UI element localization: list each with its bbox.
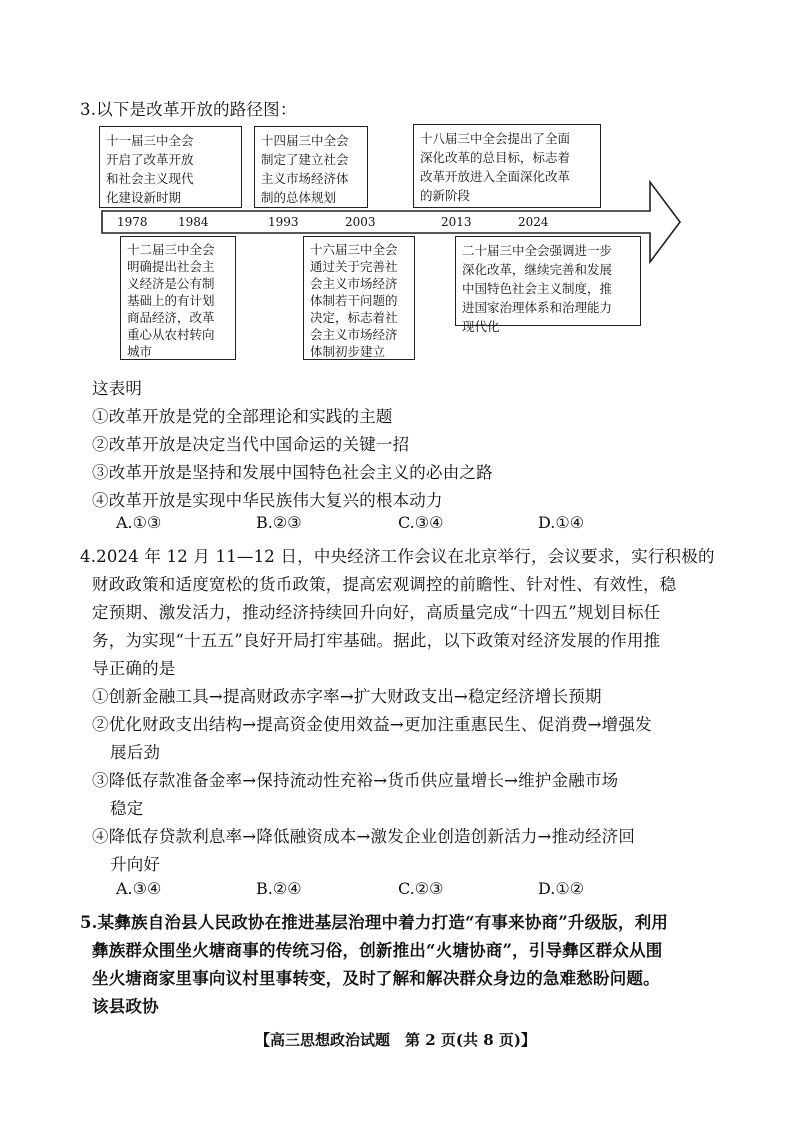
q4-item: ②优化财政支出结构→提高资金使用效益→更加注重惠民生、促消费→增强发 xyxy=(92,715,652,734)
box-line: 十四届三中全会 xyxy=(261,133,349,148)
q3-item: ④改革开放是实现中华民族伟大复兴的根本动力 xyxy=(92,491,443,510)
timeline-box-1978 xyxy=(99,126,242,208)
box-line: 会主义市场经济 xyxy=(310,276,398,291)
box-line: 中国特色社会主义制度，推 xyxy=(462,281,613,296)
q4-stem-line: 财政政策和适度宽松的货币政策，提高宏观调控的前瞻性、针对性、有效性，稳 xyxy=(92,575,677,594)
box-line: 的新阶段 xyxy=(420,188,471,203)
timeline-box-2013 xyxy=(413,124,601,208)
q4-stem-line: 务，为实现“十五五”良好开局打牢基础。据此，以下政策对经济发展的作用推 xyxy=(92,631,661,650)
box-line: 化建设新时期 xyxy=(106,190,182,205)
box-line: 二十届三中全会强调进一步 xyxy=(462,243,613,258)
q5-stem-line: 彝族群众围坐火塘商事的传统习俗，创新推出“火塘协商”，引导彝区群众从围 xyxy=(92,941,663,960)
q3-option-a: A.①③ xyxy=(116,513,162,532)
q4-item: ③降低存款准备金率→保持流动性充裕→货币供应量增长→维护金融市场 xyxy=(92,771,619,790)
timeline-box-2024 xyxy=(455,236,641,334)
q4-stem-line: 定预期、激发活力，推动经济持续回升向好，高质量完成“十四五”规划目标任 xyxy=(92,603,661,622)
box-line: 深化改革，继续完善和发展 xyxy=(462,262,613,277)
q4-option-d: D.①② xyxy=(538,879,585,898)
box-line: 深化改革的总目标，标志着 xyxy=(420,150,571,165)
box-line: 会主义市场经济 xyxy=(310,327,398,342)
q4-option-a: A.③④ xyxy=(116,879,162,898)
q3-stem: 3.以下是改革开放的路径图： xyxy=(80,100,297,119)
box-line: 重心从农村转向 xyxy=(127,327,215,342)
timeline-box-2003 xyxy=(303,236,415,360)
q3-option-b: B.②③ xyxy=(256,513,302,532)
box-line: 制定了建立社会 xyxy=(261,152,349,167)
q3-option-d: D.①④ xyxy=(538,513,585,532)
q3-item: ①改革开放是党的全部理论和实践的主题 xyxy=(92,407,393,426)
q5-stem-line: 坐火塘商家里事向议村里事转变，及时了解和解决群众身边的急难愁盼问题。 xyxy=(92,969,660,988)
q5-stem-line: 该县政协 xyxy=(92,997,159,1016)
box-line: 改革开放进入全面深化改革 xyxy=(420,169,571,184)
box-line: 决定，标志着社 xyxy=(310,310,398,325)
timeline-year: 2013 xyxy=(441,215,472,229)
q4-option-c: C.②③ xyxy=(398,879,444,898)
box-line: 制的总体规划 xyxy=(261,190,337,205)
q3-option-c: C.③④ xyxy=(398,513,444,532)
q4-item-cont: 展后劲 xyxy=(110,743,161,762)
box-line: 体制初步建立 xyxy=(310,344,386,359)
q4-option-b: B.②④ xyxy=(256,879,302,898)
q4-stem-line: 导正确的是 xyxy=(92,659,176,678)
page-footer: 【高三思想政治试题 第 2 页(共 8 页)】 xyxy=(255,1031,536,1049)
box-line: 基础上的有计划 xyxy=(127,293,215,308)
box-line: 明确提出社会主 xyxy=(127,259,215,274)
q4-stem-line: 4.2024 年 12 月 11—12 日，中央经济工作会议在北京举行，会议要求，实行积极的 xyxy=(80,547,715,566)
timeline-year: 2003 xyxy=(345,215,376,229)
box-line: 通过关于完善社 xyxy=(310,259,398,274)
timeline-year: 1993 xyxy=(268,215,299,229)
q5-stem-line: 5.某彝族自治县人民政协在推进基层治理中着力打造“有事来协商”升级版，利用 xyxy=(80,913,669,932)
timeline-box-1984 xyxy=(120,236,236,360)
box-line: 城市 xyxy=(127,344,153,359)
box-line: 十六届三中全会 xyxy=(310,242,398,257)
box-line: 十二届三中全会 xyxy=(127,242,215,257)
box-line: 商品经济，改革 xyxy=(127,310,215,325)
box-line: 十一届三中全会 xyxy=(106,133,194,148)
timeline-box-1993 xyxy=(254,126,368,208)
q3-item: ②改革开放是决定当代中国命运的关键一招 xyxy=(92,435,410,454)
q4-item: ①创新金融工具→提高财政赤字率→扩大财政支出→稳定经济增长预期 xyxy=(92,687,602,706)
box-line: 义经济是公有制 xyxy=(127,276,215,291)
q4-item-cont: 升向好 xyxy=(110,855,161,874)
box-line: 体制若干问题的 xyxy=(310,293,398,308)
timeline-year: 2024 xyxy=(518,215,549,229)
box-line: 现代化 xyxy=(462,319,500,334)
box-line: 开启了改革开放 xyxy=(106,152,194,167)
box-line: 和社会主义现代 xyxy=(106,171,194,186)
q4-item: ④降低存贷款利息率→降低融资成本→激发企业创造创新活力→推动经济回 xyxy=(92,827,636,846)
timeline-year: 1978 xyxy=(117,215,148,229)
box-line: 进国家治理体系和治理能力 xyxy=(462,300,613,315)
box-line: 十八届三中全会提出了全面 xyxy=(420,131,571,146)
q3-lead: 这表明 xyxy=(92,379,143,398)
box-line: 主义市场经济体 xyxy=(261,171,349,186)
timeline-year: 1984 xyxy=(178,215,209,229)
q3-item: ③改革开放是坚持和发展中国特色社会主义的必由之路 xyxy=(92,463,493,482)
q4-item-cont: 稳定 xyxy=(110,799,144,818)
